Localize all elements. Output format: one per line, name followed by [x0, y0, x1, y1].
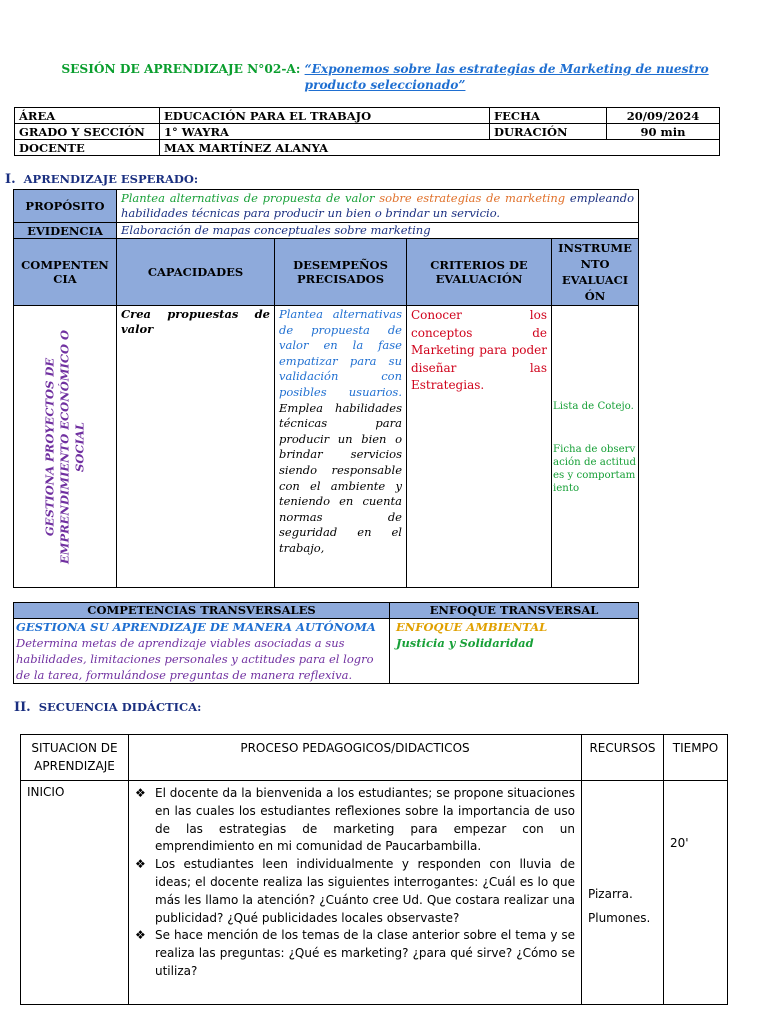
inicio-process-list: [133, 785, 575, 981]
header-situacion: SITUACION DE APRENDIZAJE: [21, 735, 129, 781]
info-row-grado: [15, 124, 720, 140]
duracion-value: 90 min: [607, 124, 720, 140]
section-2-label: SECUENCIA DIDÁCTICA:: [38, 700, 202, 714]
inicio-process-cell: [129, 781, 582, 1005]
header-criterios: CRITERIOS DE EVALUACIÓN: [407, 239, 552, 306]
aprendizaje-table: [13, 189, 639, 588]
session-title: [40, 61, 730, 93]
criterio-cell: Conocer los conceptos de Marketing para poder diseñar las Estrategias.: [407, 306, 552, 588]
evidencia-label: EVIDENCIA: [14, 223, 117, 239]
desempeno-2: Emplea habilidades técnicas para producir un bien o brindar servicios siendo responsable con el ambiente y teniendo en cuenta normas de seguridad en el trabajo,: [279, 400, 402, 555]
instrumento-1: Lista de Cotejo.: [553, 401, 634, 412]
proposito-row: [14, 190, 639, 223]
session-title-prefix: SESIÓN DE APRENDIZAJE N°02-A:: [61, 62, 305, 76]
competencia-header-row: [14, 239, 639, 306]
tiempo-value: 20': [670, 836, 689, 850]
header-instrumento: INSTRUME NTO EVALUACI ÓN: [552, 239, 639, 306]
header-competencia: COMPENTEN CIA: [14, 239, 117, 306]
grado-label: GRADO Y SECCIÓN: [15, 124, 160, 140]
secuencia-inicio-row: [21, 781, 728, 1005]
section-1-heading: [5, 172, 198, 187]
proposito-part-1: Plantea alternativas de propuesta de valor: [121, 191, 380, 205]
list-item: [133, 927, 575, 980]
transversales-table: [13, 602, 639, 684]
recurso-1: Pizarra.: [588, 887, 633, 901]
area-label: ÁREA: [15, 108, 160, 124]
docente-label: DOCENTE: [15, 140, 160, 156]
evidencia-row: [14, 223, 639, 239]
bullet-diamond-icon: ❖: [135, 857, 146, 872]
list-item-text: El docente da la bienvenida a los estudiantes; se propone situaciones en las cuales los estudiantes reflexiones sobre la importancia de uso de las estrategias de marketing para empezar con un emprendimiento en mi comunidad de Paucarbambilla.: [155, 786, 575, 854]
instrumento-2: Ficha de observación de actitudes y comportamiento: [553, 444, 637, 494]
duracion-label: DURACIÓN: [490, 124, 607, 140]
header-desempenos: DESEMPEÑOS PRECISADOS: [275, 239, 407, 306]
proposito-part-3: empleando habilidades técnicas para producir un bien o brindar un servicio.: [121, 191, 635, 220]
inicio-label: INICIO: [21, 781, 129, 1005]
list-item-text: Se hace mención de los temas de la clase anterior sobre el tema y se realiza las preguntas: ¿Qué es marketing? ¿para qué sirve? ¿Cómo se utiliza?: [155, 928, 575, 978]
competencia-cell: [14, 306, 117, 588]
bullet-diamond-icon: ❖: [135, 786, 146, 800]
header-proceso: PROCESO PEDAGOGICOS/DIDACTICOS: [129, 735, 582, 781]
competencia-vertical-text: GESTIONA PROYECTOS DE EMPRENDIMIENTO ECONÓMICO O SOCIAL: [42, 329, 87, 564]
fecha-label: FECHA: [490, 108, 607, 124]
header-tiempo: TIEMPO: [664, 735, 728, 781]
list-item: [133, 856, 575, 927]
secuencia-table: [20, 734, 728, 1005]
grado-value: 1° WAYRA: [160, 124, 490, 140]
enfoque-name: ENFOQUE AMBIENTAL: [396, 620, 548, 634]
header-capacidades: CAPACIDADES: [117, 239, 275, 306]
competencia-transversal-title: GESTIONA SU APRENDIZAJE DE MANERA AUTÓNOMA: [16, 620, 376, 634]
instrumento-cell: [552, 306, 639, 588]
list-item: [133, 785, 575, 856]
section-1-number: I.: [5, 172, 16, 187]
list-item-text: Los estudiantes leen individualmente y responden con lluvia de ideas; el docente realiza las siguientes interrogantes: ¿Cuál es lo que más les llamo la atención? ¿Cuánto cree Ud. Que costara realizar una publicidad? ¿Qué publicidades locales observaste?: [155, 857, 575, 925]
competencia-transversal-description: Determina metas de aprendizaje viables asociadas a sus habilidades, limitaciones personales y actitudes para el logro de la tarea, formulándose preguntas de manera reflexiva.: [16, 636, 374, 682]
docente-value: MAX MARTÍNEZ ALANYA: [160, 140, 720, 156]
transversales-body-row: [14, 619, 639, 684]
recurso-2: Plumones.: [588, 911, 651, 925]
proposito-part-2: sobre estrategias de marketing: [379, 191, 566, 205]
bullet-diamond-icon: ❖: [135, 928, 146, 943]
area-value: EDUCACIÓN PARA EL TRABAJO: [160, 108, 490, 124]
secuencia-header-row: [21, 735, 728, 781]
desempeno-cell: [275, 306, 407, 588]
transversales-header-row: [14, 603, 639, 619]
tiempo-cell: [664, 781, 728, 1005]
session-title-main: “Exponemos sobre las estrategias de Marketing de nuestro producto seleccionado”: [304, 62, 709, 92]
evidencia-value: Elaboración de mapas conceptuales sobre marketing: [117, 223, 639, 239]
enfoque-cell: [390, 619, 639, 684]
competencia-body-row: [14, 306, 639, 588]
section-2-number: II.: [14, 700, 31, 715]
competencia-transversal-cell: [14, 619, 390, 684]
competencias-transversales-header: COMPETENCIAS TRANSVERSALES: [14, 603, 390, 619]
info-row-area: [15, 108, 720, 124]
section-1-label: APRENDIZAJE ESPERADO:: [23, 172, 199, 186]
fecha-value: 20/09/2024: [607, 108, 720, 124]
capacidad-cell: Crea propuestas de valor: [117, 306, 275, 588]
proposito-value: [117, 190, 639, 223]
info-table: [14, 107, 720, 156]
recursos-cell: [582, 781, 664, 1005]
enfoque-transversal-header: ENFOQUE TRANSVERSAL: [390, 603, 639, 619]
proposito-label: PROPÓSITO: [14, 190, 117, 223]
enfoque-value: Justicia y Solidaridad: [396, 636, 534, 650]
header-recursos: RECURSOS: [582, 735, 664, 781]
section-2-heading: [14, 700, 201, 715]
desempeno-1: Plantea alternativas de propuesta de valor en la fase empatizar para su validación con posibles usuarios.: [279, 307, 402, 399]
info-row-docente: [15, 140, 720, 156]
